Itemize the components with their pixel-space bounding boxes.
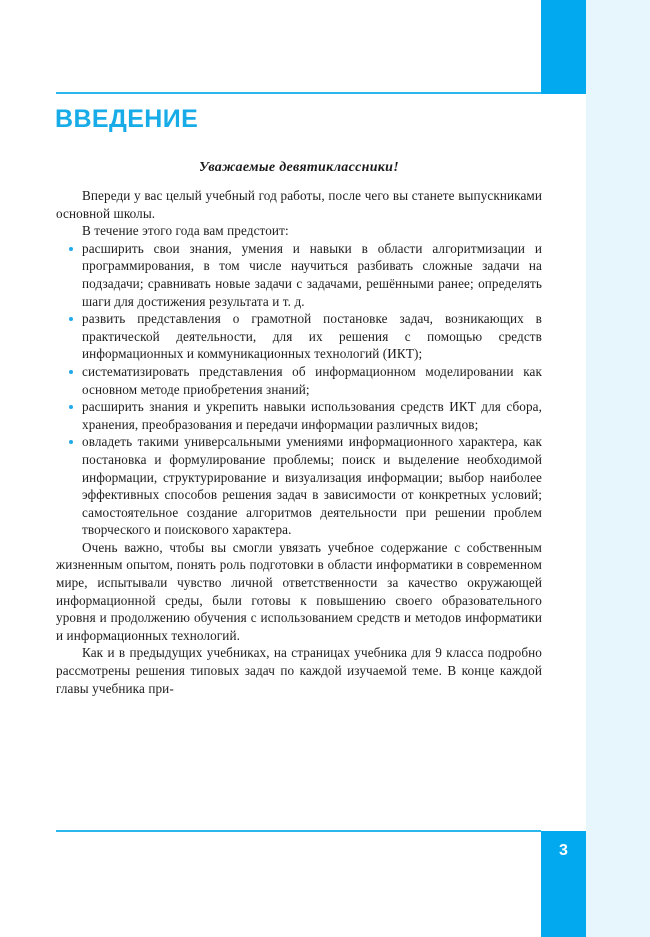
page-content (56, 160, 542, 697)
list-item-label: овладеть такими универсальными умениями информационного характера, как постановка и формулирование проблемы; поиск и выделение необходимой информации, структурирование и визуализация информации; выбор наиболее эффективных способов решения задач в зависимости от конкретных условий; самостоятельное создание алгоритмов деятельности при решении проблем творческого и поискового характера. (82, 434, 542, 538)
list-item (56, 310, 542, 363)
page-number: 3 (559, 842, 568, 859)
header-accent-block (541, 0, 586, 94)
list-item-label: расширить свои знания, умения и навыки в области алгоритмизации и программирования, в том числе научиться разбивать сложные задачи на подзадачи; сравнивать новые задачи с задачами, решёнными ранее; определять шаги для достижения результата и т. д. (82, 240, 542, 309)
salutation: Уважаемые девятиклассники! (198, 160, 400, 175)
goal-list (56, 240, 542, 539)
list-item (56, 240, 542, 310)
list-item-label: развить представления о грамотной постановке задач, возникающих в практической деятельности, для их решения с помощью средств информационных и коммуникационных технологий (ИКТ); (82, 311, 542, 362)
bullet-icon (69, 440, 73, 444)
page-sheet-lower (0, 886, 546, 937)
list-item (56, 398, 542, 433)
bullet-icon (69, 405, 73, 409)
intro-paragraph-1: Впереди у вас целый учебный год работы, после чего вы станете выпускниками основной школы. (56, 188, 542, 221)
page-title: ВВЕДЕНИЕ (55, 105, 199, 133)
list-item (56, 433, 542, 539)
bullet-icon (69, 247, 73, 251)
list-item-label: систематизировать представления об информационном моделировании как основном методе приобретения знаний; (82, 363, 542, 397)
header-rule (56, 92, 541, 94)
list-item-label: расширить знания и укрепить навыки использования средств ИКТ для сбора, хранения, преобразования и передачи информации различных видов; (82, 399, 542, 432)
intro-paragraph-2: В течение этого года вам предстоит: (82, 223, 289, 239)
footer-rule (56, 830, 541, 832)
bullet-icon (69, 370, 73, 374)
closing-paragraph-2: Как и в предыдущих учебниках, на страницах учебника для 9 класса подробно рассмотрены решения типовых задач по каждой изучаемой теме. В конце каждой главы учебника при- (56, 645, 542, 696)
bullet-icon (69, 317, 73, 321)
list-item (56, 363, 542, 398)
closing-paragraph-1: Очень важно, чтобы вы смогли увязать учебное содержание с собственным жизненным опытом, понять роль подготовки в области информатики в современном мире, испытывали чувство личной ответственности за качество окружающей информационной среды, были готовы к повышению своего образовательного уровня и продолжению обучения с использованием средств и методов информатики и информационных технологий. (56, 539, 542, 643)
page-number-tab (541, 831, 586, 937)
